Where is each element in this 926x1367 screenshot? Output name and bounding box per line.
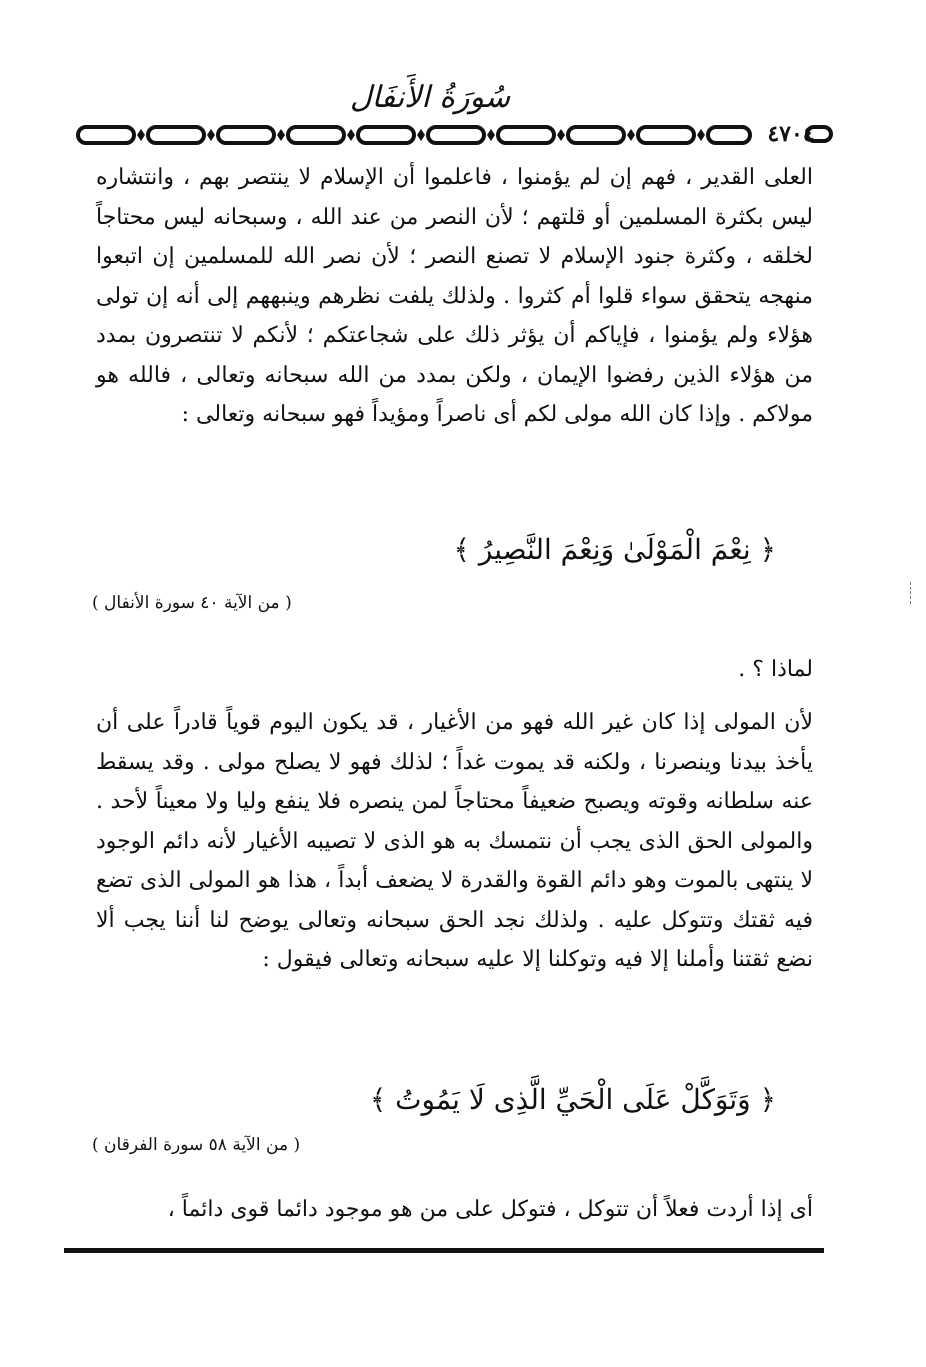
- verse-reference-1: ( من الآية ٤٠ سورة الأنفال ): [92, 593, 292, 613]
- decorative-header-rule: [76, 122, 752, 148]
- quran-verse-1: ﴿ نِعْمَ الْمَوْلَىٰ وَنِعْمَ النَّصِيرُ ﴾: [453, 533, 776, 566]
- body-paragraph-3: أى إذا أردت فعلاً أن تتوكل ، فتوكل على من هو موجود دائما قوى دائماً ،: [167, 1197, 813, 1222]
- bottom-rule: [64, 1248, 824, 1253]
- decorative-ornament-icon: [804, 124, 834, 144]
- body-paragraph-1: العلى القدير ، فهم إن لم يؤمنوا ، فاعلموا أن الإسلام لا ينتصر بهم ، وانتشاره ليس بكثرة المسلمين أو قلتهم ؛ لأن النصر من عند الله ، وسبحانه ليس محتاجاً لخلقه ، وكثرة جنود الإسلام لا تصنع النصر ؛ لأن نصر الله للمسلمين إن اتبعوا منهجه يتحقق سواء قلوا أم كثروا . ولذلك يلفت نظرهم وينبههم إلى أنه إن تولى هؤلاء ولم يؤمنوا ، فإياكم أن يؤثر ذلك على شجاعتكم ؛ لأنكم لا تنتصرون بمدد من هؤلاء الذين رفضوا الإيمان ، ولكن بمدد من الله سبحانه وتعالى ، فالله هو مولاكم . وإذا كان الله مولى لكم أى ناصراً ومؤيداً فهو سبحانه وتعالى :: [96, 165, 813, 427]
- quran-verse-2: ﴿ وَتَوَكَّلْ عَلَى الْحَيِّ الَّذِى لَا يَمُوتُ ﴾: [369, 1083, 776, 1116]
- surah-title: سُورَةُ الأَنفَال: [349, 80, 511, 115]
- page-number: ٤٧٠٤: [767, 121, 815, 147]
- scan-margin-mark: [910, 582, 915, 604]
- question-line: لماذا ؟ .: [738, 657, 813, 682]
- body-paragraph-2: لأن المولى إذا كان غير الله فهو من الأغيار ، قد يكون اليوم قوياً قادراً على أن يأخذ بيدنا وينصرنا ، ولكنه قد يموت غداً ؛ لذلك فهو لا يصلح مولى . وقد يسقط عنه سلطانه وقوته ويصبح ضعيفاً محتاجاً لمن ينصره فلا ينفع وليا ولا معيناً لأحد . والمولى الحق الذى يجب أن نتمسك به هو الذى لا تصيبه الأغيار لأنه دائم الوجود لا ينتهى بالموت وهو دائم القوة والقدرة لا يضعف أبداً ، هذا هو المولى الذى تضع فيه ثقتك وتتوكل عليه . ولذلك نجد الحق سبحانه وتعالى يوضح لنا أننا يجب ألا نضع ثقتنا وأملنا إلا فيه وتوكلنا إلا عليه سبحانه وتعالى فيقول :: [96, 710, 813, 972]
- verse-reference-2: ( من الآية ٥٨ سورة الفرقان ): [92, 1135, 301, 1155]
